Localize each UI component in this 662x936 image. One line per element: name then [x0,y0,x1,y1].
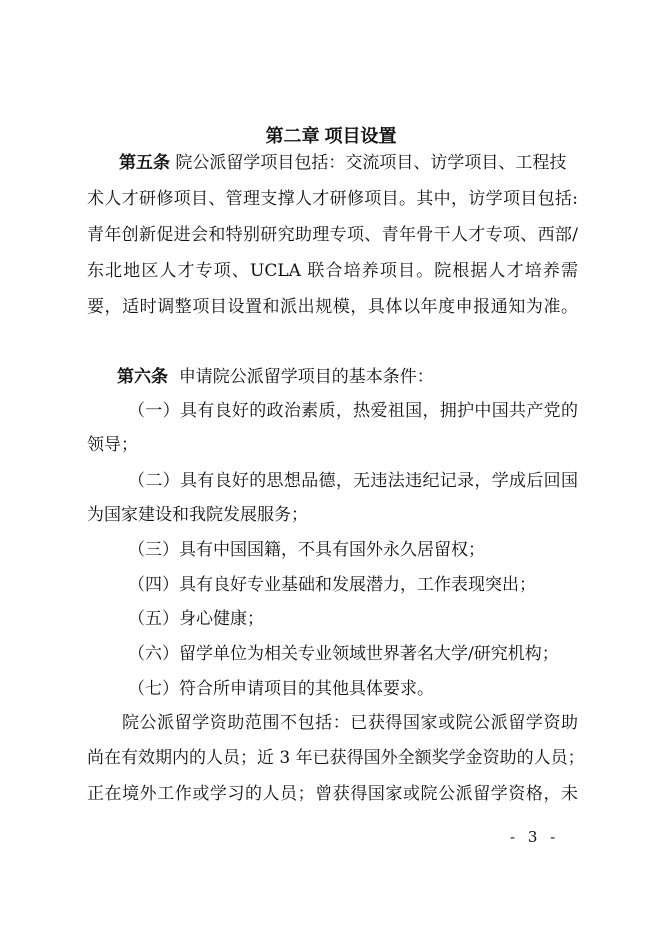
article5-line-3: 青年创新促进会和特别研究助理专项、青年骨干人才专项、西部/ [87,225,578,245]
condition-5: （五）身心健康； [128,609,264,629]
chapter-title: 第二章 项目设置 [265,126,397,146]
condition-6: （六）留学单位为相关专业领域世界著名大学/研究机构； [128,644,559,664]
exclusion-line-1: 院公派留学资助范围不包括：已获得国家或院公派留学资助 [122,713,578,733]
condition-1: （一）具有良好的政治素质，热爱祖国，拥护中国共产党的 [128,401,578,421]
condition-4: （四）具有良好专业基础和发展潜力，工作表现突出； [128,575,536,595]
condition-2-cont: 为国家建设和我院发展服务； [87,505,308,525]
article5-line-4: 东北地区人才专项、UCLA 联合培养项目。院根据人才培养需 [87,261,578,281]
condition-1-cont: 领导； [87,435,138,455]
article5-line-2: 术人才研修项目、管理支撑人才研修项目。其中，访学项目包括: [87,189,578,209]
article5-text: 院公派留学项目包括：交流项目、访学项目、工程技 [175,153,567,173]
article5-line-5: 要，适时调整项目设置和派出规模，具体以年度申报通知为准。 [87,297,578,317]
condition-2: （二）具有良好的思想品德，无违法违纪记录，学成后回国 [128,471,578,491]
exclusion-line-2: 尚在有效期内的人员；近 3 年已获得国外全额奖学金资助的人员； [87,748,585,768]
article5-label: 第五条 [119,153,170,172]
article6-label: 第六条 [117,367,168,386]
condition-7: （七）符合所申请项目的其他具体要求。 [128,679,434,699]
article5-line-1 [119,152,578,174]
condition-3: （三）具有中国国籍，不具有国外永久居留权； [128,540,485,560]
exclusion-line-3: 正在境外工作或学习的人员；曾获得国家或院公派留学资格，未 [87,784,578,804]
article6-intro: 申请院公派留学项目的基本条件： [178,367,434,387]
page-number: - 3 - [510,828,560,846]
article6-intro-line [117,366,608,388]
